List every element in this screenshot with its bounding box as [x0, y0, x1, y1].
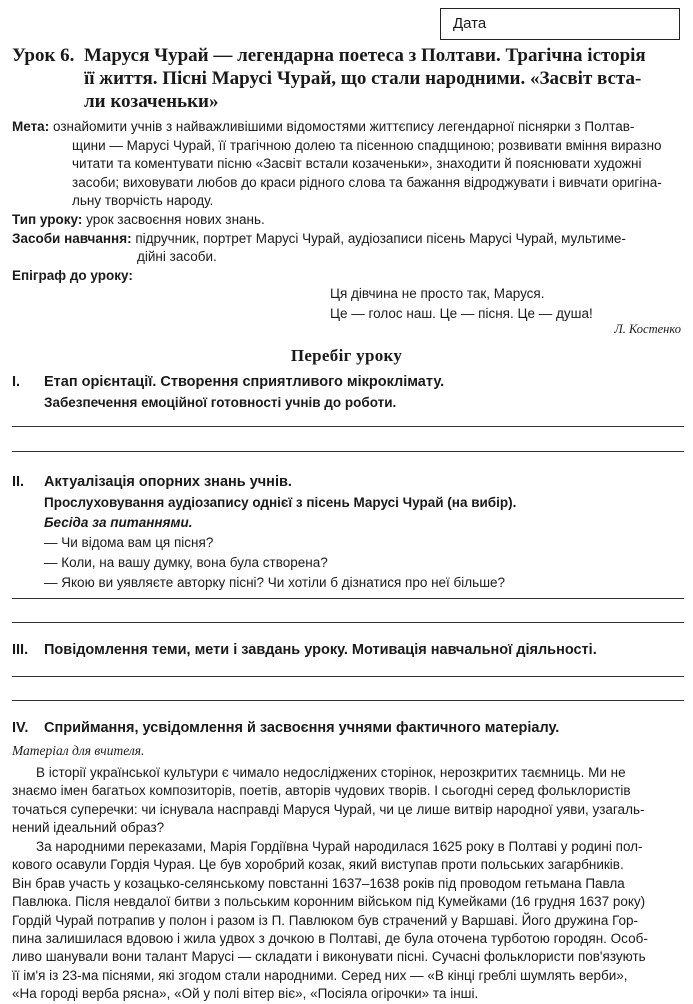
stage-3 [12, 640, 684, 660]
paragraph-line: «На городі верба рясна», «Ой у полі вітер віє», «Посіяла огірочки» та інші. [12, 986, 479, 1002]
paragraph-line: Павлюка. Після невдалої битви з польським коронним військом під Кумейками (16 грудня 1637 року) [12, 894, 646, 910]
goal-text: ознайомити учнів з найважливішими відомостями життєпису легендарної піснярки з Полтав- [52, 119, 635, 134]
question-item: — Коли, на вашу думку, вона була створена? [44, 555, 328, 570]
goal-text: льну творчість народу. [72, 193, 214, 209]
epigraph-author: Л. Костенко [614, 322, 681, 336]
type-label: Тип уроку: [12, 211, 83, 227]
stage-subtitle: Забезпечення емоційної готовності учнів до роботи. [44, 395, 397, 410]
stage-1 [12, 372, 684, 413]
conversation-label: Бесіда за питаннями. [44, 515, 193, 530]
lesson-meta [12, 118, 684, 285]
answer-line [12, 451, 684, 452]
lesson-number: Урок 6. [12, 45, 75, 66]
stage-title: Повідомлення теми, мети і завдань уроку. Мотивація навчальної діяльності. [44, 642, 597, 658]
paragraph-line: її ім'я із 23-ма піснями, які згодом стали народними. Серед них — «В кінці греблі шумлять верби», [12, 967, 628, 983]
question-item: — Якою ви уявляєте авторку пісні? Чи хотіли б дізнатися про неї більше? [44, 575, 506, 590]
paragraph-line: нений ідеальний образ? [12, 820, 165, 836]
goal-text: засоби; виховувати любов до краси рідного слова та бажання відроджувати і вивчати оригіна- [72, 174, 662, 190]
goal-text: щини — Марусі Чурай, її трагічною долею та пісенною спадщиною; розвивати вміння виразно [72, 137, 662, 153]
paragraph-line: За народними переказами, Марія Гордіївна Чурай народилася 1625 року в Полтаві у родині пол- [36, 839, 643, 854]
paragraph-line: Він брав участь у козацько-селянському повстанні 1637–1638 років під проводом гетьмана Павла [12, 875, 625, 891]
paragraph-line: ливо шанували вони талант Марусі — складати і виконувати пісні. Сучасні фольклористи пов'язують [12, 949, 646, 965]
date-field: Дата [440, 8, 680, 40]
stage-subtitle: Прослуховування аудіозапису однієї з пісень Марусі Чурай (на вибір). [44, 495, 517, 510]
answer-line [12, 598, 684, 599]
paragraph [12, 764, 684, 838]
epigraph-label: Епіграф до уроку: [12, 267, 133, 283]
epigraph-line: Це — голос наш. Це — пісня. Це — душа! [330, 306, 593, 321]
lesson-title [12, 44, 682, 113]
answer-line [12, 700, 684, 701]
goal-text: читати та коментувати пісню «Засвіт встали козаченьки», знаходити й пояснювати художні [72, 156, 642, 172]
material-label: Матеріал для вчителя. [12, 743, 145, 758]
question-item: — Чи відома вам ця пісня? [44, 535, 214, 550]
paragraph-line: В історії української культури є чимало недосліджених сторінок, нерозкритих таємниць. Ми не [36, 765, 626, 780]
paragraph-line: знаємо імен багатьох композиторів, поетів, авторів чудових творів. І сьогодні серед фольклористів [12, 783, 631, 799]
epigraph-line: Ця дівчина не просто так, Маруся. [330, 286, 545, 301]
means-label: Засоби навчання: [12, 230, 132, 246]
goal-label: Мета: [12, 119, 50, 134]
paragraph-line: точаться суперечки: чи існувала насправді Маруся Чурай, чи це лише витвір народної уяви, узагаль- [12, 801, 645, 817]
stage-title: Етап орієнтації. Створення сприятливого мікроклімату. [44, 374, 445, 390]
lesson-title-line: ли козаченьки» [84, 91, 219, 112]
answer-line [12, 676, 684, 677]
lesson-title-line: її життя. Пісні Марусі Чурай, що стали народними. «Засвіт вста- [84, 68, 642, 89]
course-heading: Перебіг уроку [290, 346, 403, 365]
stage-4 [12, 718, 684, 738]
stage-number: IV. [12, 720, 29, 736]
paragraph-line: пина залишилася вдовою і жила удвох з дочкою в Полтаві, де була оточена турботою городян. Особ- [12, 931, 648, 947]
stage-number: III. [12, 642, 29, 658]
stage-number: II. [12, 474, 25, 490]
stage-number: I. [12, 374, 21, 390]
stage-title: Сприймання, усвідомлення й засвоєння учнями фактичного матеріалу. [44, 720, 560, 736]
epigraph [330, 284, 610, 324]
means-text: підручник, портрет Марусі Чурай, аудіозаписи пісень Марусі Чурай, мультиме- [135, 230, 626, 246]
stage-2 [12, 472, 684, 593]
answer-line [12, 426, 684, 427]
stage-title: Актуалізація опорних знань учнів. [44, 474, 292, 490]
means-text: дійні засоби. [137, 249, 217, 265]
answer-line [12, 622, 684, 623]
type-value: урок засвоєння нових знань. [86, 211, 265, 227]
paragraph-line: кового осавули Гордія Чурая. Це був хоробрий козак, який виступав проти польських загарбників. [12, 857, 624, 873]
lesson-title-line: Маруся Чурай — легендарна поетеса з Полтави. Трагічна історія [84, 45, 646, 66]
paragraph [12, 838, 684, 1004]
paragraph-line: Гордій Чурай потрапив у полон і разом із П. Павлюком був страчений у Варшаві. Його дружина Гор- [12, 912, 639, 928]
